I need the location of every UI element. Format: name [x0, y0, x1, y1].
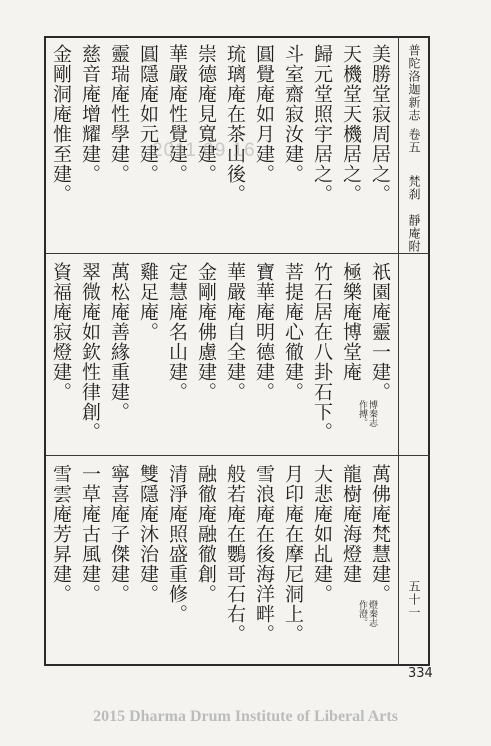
- volume-label: 卷五: [407, 128, 421, 154]
- divider-upper: [46, 253, 430, 254]
- subsection-label: 靜庵附: [407, 214, 421, 253]
- text-column: 萬松庵善緣重建。: [108, 262, 130, 422]
- text-column: 金剛庵佛慮建。: [195, 262, 217, 402]
- book-title: 普陀洛迦新志: [407, 44, 421, 122]
- text-column: 靈瑞庵性學建。: [108, 44, 130, 184]
- annotation-note: 作搏。: [357, 400, 367, 427]
- text-column: 寶華庵明德建。: [253, 262, 275, 402]
- text-column: 般若庵在鸚哥石右。: [224, 464, 246, 644]
- text-column: 圓覺庵如月建。: [253, 44, 275, 184]
- text-column: 雞足庵。: [137, 262, 159, 342]
- annotation-note: 博秦志: [367, 400, 377, 427]
- text-column: 金剛洞庵惟至建。: [50, 44, 72, 204]
- text-column: 竹石居在八卦石下。: [311, 262, 333, 442]
- text-column: 龍樹庵海燈建: [340, 464, 362, 584]
- annotation-note: 燈秦志: [367, 600, 377, 627]
- text-column: 祇園庵靈一建。: [369, 262, 391, 402]
- text-column: 翠微庵如欽性律創。: [79, 262, 101, 442]
- text-column: 融徹庵融徹創。: [195, 464, 217, 604]
- text-column: 圓隱庵如元建。: [137, 44, 159, 184]
- text-column: 慈音庵增耀建。: [79, 44, 101, 184]
- text-column: 華嚴庵自全建。: [224, 262, 246, 402]
- annotation-note: 作澄。: [357, 600, 367, 627]
- text-column: 清淨庵照盛重修。: [166, 464, 188, 624]
- folio-label: 五十一: [407, 580, 421, 619]
- text-column: 雙隱庵沐治建。: [137, 464, 159, 604]
- text-column: 大悲庵如乩建。: [311, 464, 333, 604]
- watermark-text: 2015 Dharma Drum Institute of Liberal Arts: [93, 708, 398, 725]
- text-column: 崇德庵見寬建。: [195, 44, 217, 184]
- text-column: 雪雲庵芳昇建。: [50, 464, 72, 604]
- text-column: 定慧庵名山建。: [166, 262, 188, 402]
- text-column: 一草庵古風建。: [79, 464, 101, 604]
- text-column: 天機堂天機居之。: [340, 44, 362, 204]
- page-number: 334: [408, 666, 433, 681]
- section-label: 梵刹: [407, 175, 421, 201]
- text-column: 華嚴庵性覺建。: [166, 44, 188, 184]
- text-column: 歸元堂照宇居之。: [311, 44, 333, 204]
- text-column: 極樂庵博堂庵: [340, 262, 362, 382]
- text-column: 資福庵寂燈建。: [50, 262, 72, 402]
- divider-lower: [46, 455, 430, 456]
- margin-rule: [398, 36, 399, 666]
- text-column: 美勝堂寂周居之。: [369, 44, 391, 204]
- text-column: 萬佛庵梵慧建。: [369, 464, 391, 604]
- text-column: 月印庵在摩尼洞上。: [282, 464, 304, 644]
- text-column: 斗室齋寂汝建。: [282, 44, 304, 184]
- text-column: 雪浪庵在後海洋畔。: [253, 464, 275, 644]
- text-column: 寧喜庵子傑建。: [108, 464, 130, 604]
- text-column: 琉璃庵在茶山後。: [224, 44, 246, 204]
- date-stamp: 2011.09.16: [152, 140, 256, 161]
- text-column: 菩提庵心徹建。: [282, 262, 304, 402]
